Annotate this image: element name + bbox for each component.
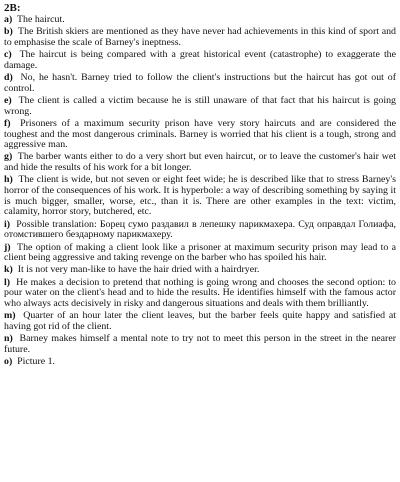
answer-item-a xyxy=(4,15,396,26)
answer-item-i xyxy=(4,220,396,241)
item-text: Quarter of an hour later the client leaves, but the barber feels quite happy and satisfied at having got rid of the client. xyxy=(4,310,396,332)
answer-item-k xyxy=(4,265,396,276)
item-label: e) xyxy=(4,94,12,106)
item-text: The British skiers are mentioned as they have never had achievements in this kind of sport and to emphasise the scale of Barney's ineptness. xyxy=(4,26,396,48)
item-text: The haircut is being compared with a great historical event (catastrophe) to exaggerate the damage. xyxy=(4,49,397,71)
item-label: n) xyxy=(4,333,13,345)
answer-item-h xyxy=(4,175,396,218)
answer-item-m xyxy=(4,311,396,332)
answer-item-f xyxy=(4,119,396,151)
item-text: The client is wide, but not seven or eight feet wide; he is described like that to stress Barney's horror of the consequences of his work. It is hyperbole: a way of describing something by saying it is much bigger, smaller, worse, etc., than it is. There are other examples in the text: victim, calamity, horror story, butchered, etc. xyxy=(4,174,396,218)
item-label: o) xyxy=(4,356,13,368)
answer-item-o xyxy=(4,357,396,368)
item-text: The client is called a victim because he is still unaware of that fact that his haircut is going wrong. xyxy=(4,94,396,117)
item-label: i) xyxy=(4,218,11,230)
item-text: Barney makes himself a mental note to try not to meet this person in the street in the nearer future. xyxy=(4,333,396,355)
item-label: b) xyxy=(4,26,13,38)
item-text: The option of making a client look like a prisoner at maximum security prison may lead to a client being aggressive and taking revenge on the barber who has spoiled his hair. xyxy=(4,241,396,264)
item-label: g) xyxy=(4,151,13,163)
answer-item-n xyxy=(4,334,396,355)
section-header: 2B: xyxy=(4,2,21,14)
item-text: The haircut. xyxy=(17,14,65,25)
answer-item-e xyxy=(4,96,396,117)
item-text: It is not very man-like to have the hair dried with a hairdryer. xyxy=(17,264,260,276)
item-text: Picture 1. xyxy=(17,356,56,368)
item-label: h) xyxy=(4,174,13,186)
item-label: f) xyxy=(4,117,11,129)
item-label: a) xyxy=(4,14,13,25)
item-text: He makes a decision to pretend that nothing is going wrong and chooses the second option: to pour water on the client's head and to hide the results. He identifies himself with the famous actor who always acts decisively in risky and dangerous situations and deals with them brilliantly. xyxy=(4,276,396,310)
answer-item-b xyxy=(4,27,396,48)
item-label: m) xyxy=(4,310,16,322)
item-text: The barber wants either to do a very short but even haircut, or to leave the customer's hair wet and hide the results of his work for a bit longer. xyxy=(4,151,396,174)
answer-item-j xyxy=(4,243,396,264)
item-text: Prisoners of a maximum security prison have very story haircuts and are considered the toughest and the most dangerous criminals. Barney is worried that his client is a tough, strong and aggressive man. xyxy=(4,117,396,151)
answer-item-g xyxy=(4,152,396,173)
item-label: j) xyxy=(4,241,11,253)
answer-item-c xyxy=(4,50,396,71)
item-label: c) xyxy=(4,49,12,61)
item-text: No, he hasn't. Barney tried to follow the client's instructions but the haircut has got out of control. xyxy=(4,72,396,94)
item-label: k) xyxy=(4,264,13,276)
item-text: Possible translation: Борец сумо раздавил в лепешку парикмахера. Суд оправдал Голиафа, отомстившего бездарному парикмахеру. xyxy=(4,218,396,241)
item-label: l) xyxy=(4,276,11,288)
item-label: d) xyxy=(4,72,13,84)
answer-item-d xyxy=(4,73,396,94)
answer-item-l xyxy=(4,278,396,310)
